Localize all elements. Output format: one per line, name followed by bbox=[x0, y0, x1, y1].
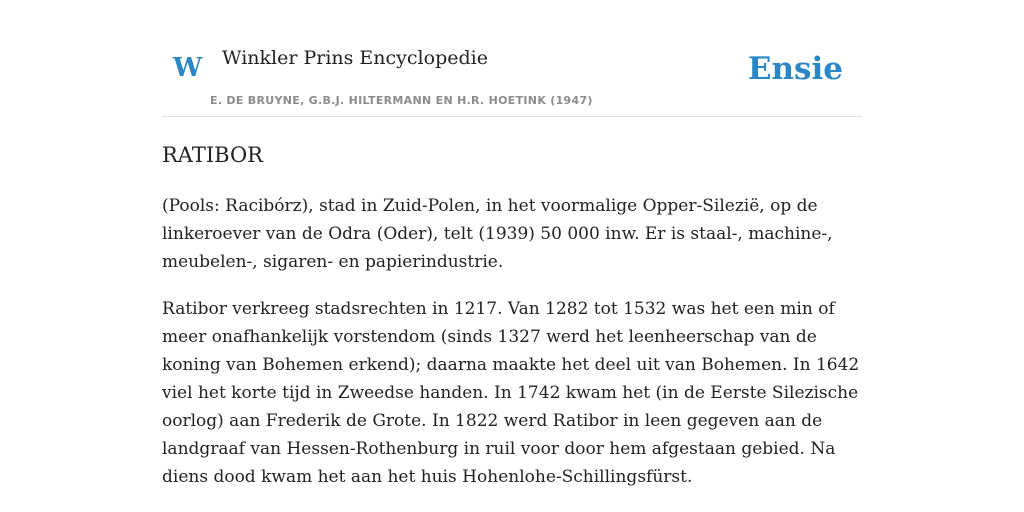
page bbox=[162, 0, 862, 512]
encyclopedia-authors: E. DE BRUYNE, G.B.J. HILTERMANN EN H.R. HOETINK (1947) bbox=[210, 94, 593, 107]
article-paragraph-2: Ratibor verkreeg stadsrechten in 1217. Van 1282 tot 1532 was het een min of meer onafhankelijk vorstendom (sinds 1327 werd het leenheerschap van de koning van Bohemen erkend); daarna maakte het deel uit van Bohemen. In 1642 viel het korte tijd in Zweedse handen. In 1742 kwam het (in de Eerste Silezische oorlog) aan Frederik de Grote. In 1822 werd Ratibor in leen gegeven aan de landgraaf van Hessen-Rothenburg in ruil voor door hem afgestaan gebied. Na diens dood kwam het aan het huis Hohenlohe-Schillingsfürst. bbox=[162, 299, 860, 487]
header bbox=[162, 0, 862, 117]
article-title: RATIBOR bbox=[162, 143, 263, 167]
article-paragraph-1: (Pools: Racibórz), stad in Zuid-Polen, in het voormalige Opper-Silezië, op de linkeroever van de Odra (Oder), telt (1939) 50 000 inw. Er is staal-, machine-, meubelen-, sigaren- en papierindustrie. bbox=[162, 196, 833, 272]
encyclopedia-title-link[interactable]: Winkler Prins Encyclopedie bbox=[222, 47, 488, 69]
encyclopedia-logo-icon[interactable]: W bbox=[173, 53, 203, 83]
ensie-logo-link[interactable]: Ensie bbox=[747, 51, 843, 87]
